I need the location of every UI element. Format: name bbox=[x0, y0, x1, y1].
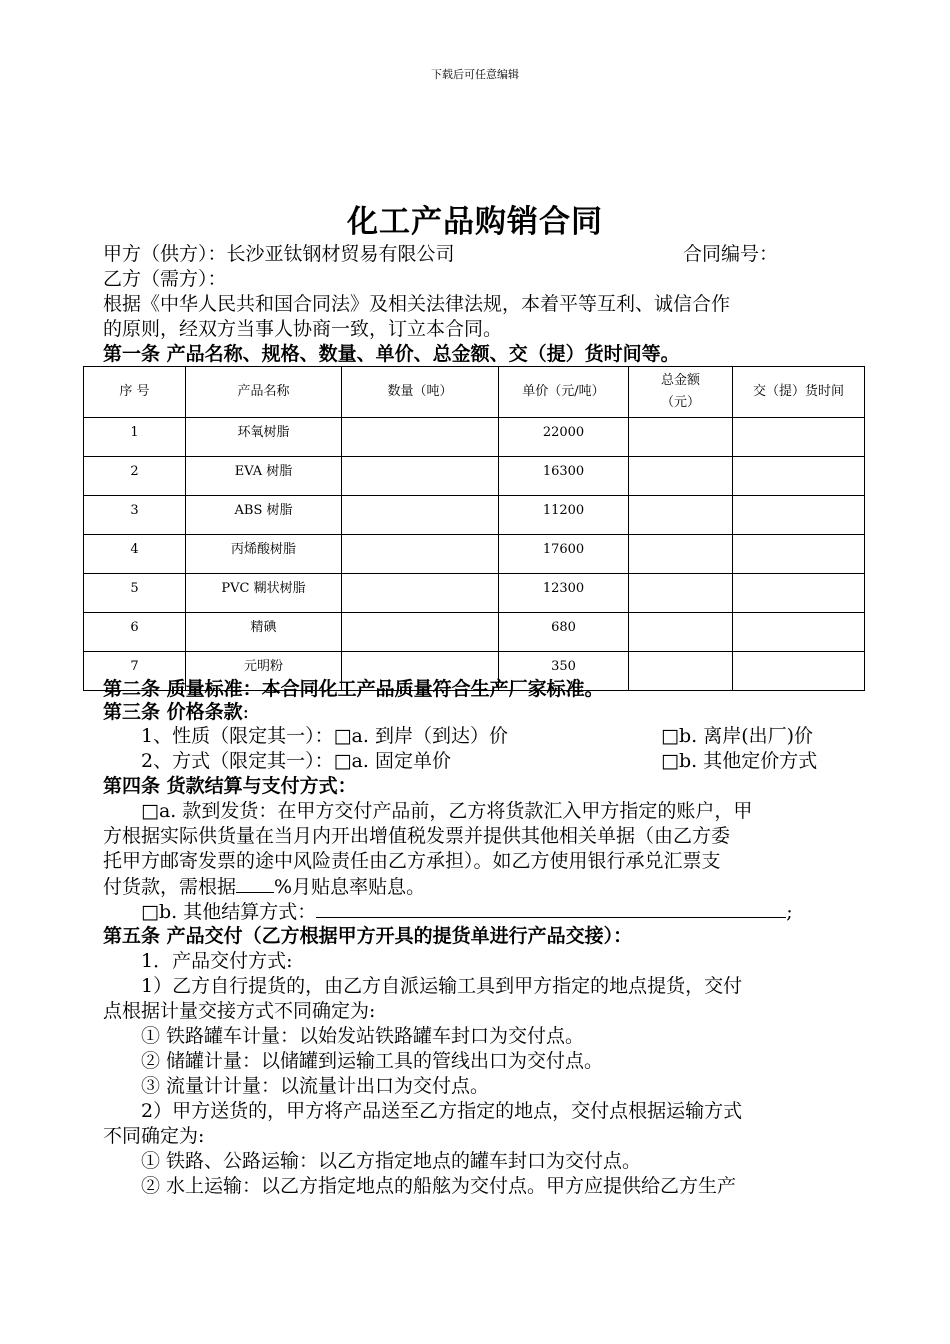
cell-product-name: 精碘 bbox=[186, 613, 342, 652]
cell-product-name: 环氧树脂 bbox=[186, 418, 342, 457]
article-4-a-line-2: 方根据实际供货量在当月内开出增值税发票并提供其他相关单据（由乙方委 bbox=[103, 825, 731, 847]
cell-quantity bbox=[342, 496, 499, 535]
cell-product-name: 丙烯酸树脂 bbox=[186, 535, 342, 574]
header-product-name: 产品名称 bbox=[186, 367, 342, 418]
header-seq: 序 号 bbox=[84, 367, 186, 418]
article-4-a-line-4 bbox=[103, 874, 863, 900]
article-4-b-line bbox=[103, 899, 901, 925]
intro-line-2: 的原则，经双方当事人协商一致，订立本合同。 bbox=[103, 318, 503, 340]
other-settlement-blank bbox=[316, 899, 786, 918]
contract-number-label: 合同编号： bbox=[683, 243, 779, 265]
intro-line-1: 根据《中华人民共和国合同法》及相关法律法规，本着平等互利、诚信合作 bbox=[103, 293, 731, 315]
cell-delivery bbox=[733, 496, 865, 535]
cell-quantity bbox=[342, 457, 499, 496]
cell-total bbox=[629, 613, 733, 652]
document-title: 化工产品购销合同 bbox=[347, 204, 603, 240]
article-4-a-line-3: 托甲方邮寄发票的途中风险责任由乙方承担）。如乙方使用银行承兑汇票支 bbox=[103, 850, 721, 872]
article-5-delivery-line-2: 不同确定为: bbox=[103, 1125, 205, 1147]
cell-unit-price: 350 bbox=[499, 652, 629, 691]
header-total-amount bbox=[629, 367, 733, 418]
cell-product-name: EVA 树脂 bbox=[186, 457, 342, 496]
article-4-heading: 第四条 货款结算与支付方式： bbox=[103, 775, 357, 797]
cell-total bbox=[629, 574, 733, 613]
article-5-self-pickup-line-1: 1）乙方自行提货的，由乙方自派运输工具到甲方指定的地点提货，交付 bbox=[141, 975, 743, 997]
cell-seq: 2 bbox=[84, 457, 186, 496]
discount-rate-blank bbox=[236, 874, 274, 893]
article-3-heading: 第三条 价格条款 bbox=[103, 701, 243, 723]
price-method-option-b: □b. 其他定价方式 bbox=[661, 750, 818, 772]
other-settlement-end: ; bbox=[786, 901, 793, 923]
cell-unit-price: 11200 bbox=[499, 496, 629, 535]
table-row bbox=[84, 574, 865, 613]
cell-total bbox=[629, 418, 733, 457]
article-5-rail-tank-metering: ① 铁路罐车计量：以始发站铁路罐车封口为交付点。 bbox=[141, 1025, 585, 1047]
party-a-label: 甲方（供方）：长沙亚钛钢材贸易有限公司 bbox=[103, 243, 455, 265]
article-3-heading-line bbox=[103, 700, 863, 725]
article-5-heading: 第五条 产品交付（乙方根据甲方开具的提货单进行产品交接）： bbox=[103, 925, 633, 947]
article-5-storage-tank-metering: ② 储罐计量：以储罐到运输工具的管线出口为交付点。 bbox=[141, 1050, 604, 1072]
article-3-item-1 bbox=[103, 724, 901, 749]
table-row bbox=[84, 613, 865, 652]
cell-unit-price: 12300 bbox=[499, 574, 629, 613]
article-1-heading: 第一条 产品名称、规格、数量、单价、总金额、交（提）货时间等。 bbox=[103, 343, 680, 365]
article-5-self-pickup-line-2: 点根据计量交接方式不同确定为: bbox=[103, 1000, 376, 1022]
table-header-row bbox=[84, 367, 865, 418]
price-nature-option-a: 1、性质（限定其一）：□a. 到岸（到达）价 bbox=[141, 725, 508, 747]
price-nature-option-b: □b. 离岸(出厂)价 bbox=[661, 725, 814, 747]
cell-quantity bbox=[342, 574, 499, 613]
table-row bbox=[84, 418, 865, 457]
cell-product-name: PVC 糊状树脂 bbox=[186, 574, 342, 613]
cell-quantity bbox=[342, 418, 499, 457]
article-5-water-transport: ② 水上运输：以乙方指定地点的船舷为交付点。甲方应提供给乙方生产 bbox=[141, 1175, 737, 1197]
cell-delivery bbox=[733, 613, 865, 652]
article-5-delivery-line-1: 2）甲方送货的，甲方将产品送至乙方指定的地点，交付点根据运输方式 bbox=[141, 1100, 743, 1122]
product-table bbox=[83, 366, 865, 691]
cell-seq: 6 bbox=[84, 613, 186, 652]
cell-delivery bbox=[733, 418, 865, 457]
cell-seq: 1 bbox=[84, 418, 186, 457]
article-2: 第二条 质量标准：本合同化工产品质量符合生产厂家标准。 bbox=[103, 678, 604, 700]
header-quantity: 数量（吨） bbox=[342, 367, 499, 418]
discount-rate-prefix: 付货款，需根据 bbox=[103, 876, 237, 898]
cell-total bbox=[629, 457, 733, 496]
cell-product-name: 元明粉 bbox=[186, 652, 342, 691]
header-note: 下载后可任意编辑 bbox=[431, 68, 519, 81]
discount-rate-suffix: %月贴息率贴息。 bbox=[274, 876, 426, 898]
cell-product-name: ABS 树脂 bbox=[186, 496, 342, 535]
header-unit-price: 单价（元/吨） bbox=[499, 367, 629, 418]
cell-unit-price: 17600 bbox=[499, 535, 629, 574]
table-row bbox=[84, 535, 865, 574]
header-total-line-2: （元） bbox=[660, 395, 700, 410]
other-settlement-label: □b. 其他结算方式： bbox=[141, 901, 317, 923]
cell-total bbox=[629, 535, 733, 574]
cell-seq: 5 bbox=[84, 574, 186, 613]
party-a-line bbox=[103, 242, 863, 267]
article-3-item-2 bbox=[103, 749, 901, 774]
header-total-line-1: 总金额 bbox=[660, 373, 700, 388]
cell-delivery bbox=[733, 535, 865, 574]
cell-seq: 7 bbox=[84, 652, 186, 691]
cell-seq: 4 bbox=[84, 535, 186, 574]
article-5-item-1: 1．产品交付方式: bbox=[141, 950, 293, 972]
cell-delivery bbox=[733, 574, 865, 613]
table-row bbox=[84, 496, 865, 535]
article-4-a-line-1: □a. 款到发货：在甲方交付产品前，乙方将货款汇入甲方指定的账户，甲 bbox=[141, 800, 753, 822]
article-5-rail-road-transport: ① 铁路、公路运输：以乙方指定地点的罐车封口为交付点。 bbox=[141, 1150, 642, 1172]
price-method-option-a: 2、方式（限定其一）：□a. 固定单价 bbox=[141, 750, 451, 772]
article-5-flowmeter-metering: ③ 流量计计量：以流量计出口为交付点。 bbox=[141, 1075, 490, 1097]
article-3-colon: : bbox=[242, 701, 250, 723]
cell-seq: 3 bbox=[84, 496, 186, 535]
cell-quantity bbox=[342, 613, 499, 652]
cell-unit-price: 680 bbox=[499, 613, 629, 652]
cell-delivery bbox=[733, 457, 865, 496]
cell-total bbox=[629, 496, 733, 535]
table-row bbox=[84, 457, 865, 496]
cell-unit-price: 22000 bbox=[499, 418, 629, 457]
cell-unit-price: 16300 bbox=[499, 457, 629, 496]
cell-quantity bbox=[342, 535, 499, 574]
party-b-label: 乙方（需方）： bbox=[103, 268, 227, 290]
header-delivery-time: 交（提）货时间 bbox=[733, 367, 865, 418]
